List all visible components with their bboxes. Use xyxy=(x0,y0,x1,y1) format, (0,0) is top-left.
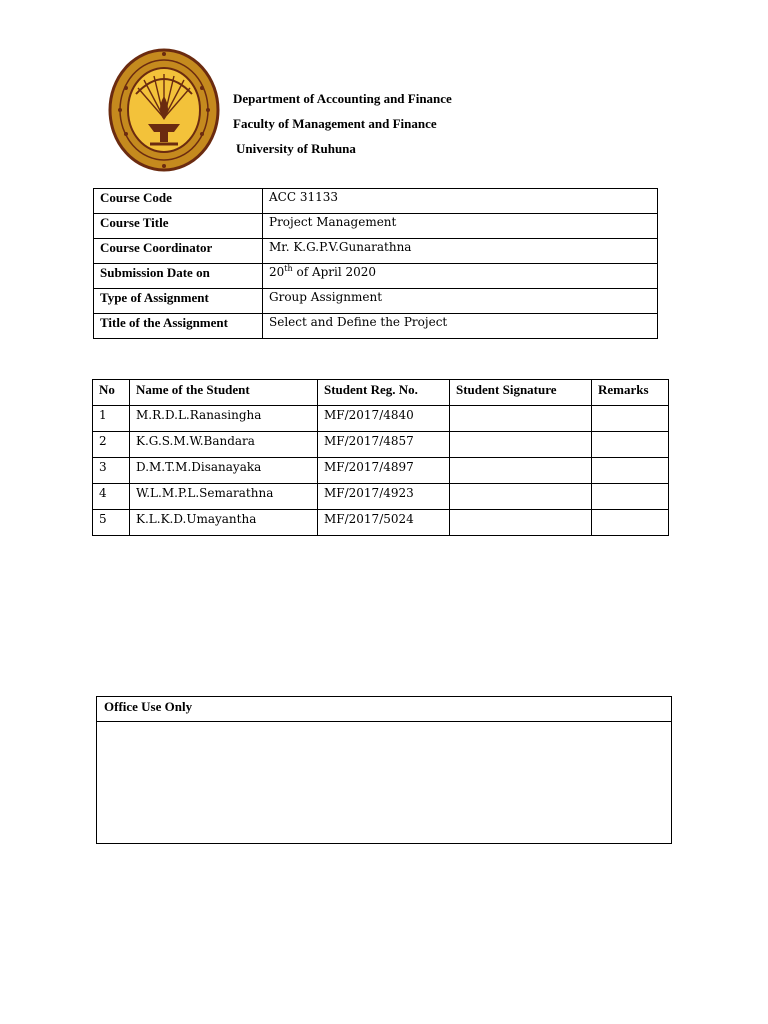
table-row xyxy=(94,314,658,339)
student-no: 2 xyxy=(93,432,130,458)
course-code-label: Course Code xyxy=(94,189,263,214)
course-coordinator-value: Mr. K.G.P.V.Gunarathna xyxy=(263,239,658,264)
course-coordinator-label: Course Coordinator xyxy=(94,239,263,264)
student-reg-no: MF/2017/5024 xyxy=(318,510,450,536)
department-name: Department of Accounting and Finance xyxy=(233,91,452,106)
header-name: Name of the Student xyxy=(130,380,318,406)
table-row xyxy=(93,458,669,484)
office-use-title: Office Use Only xyxy=(97,697,671,722)
table-row xyxy=(94,239,658,264)
student-no: 4 xyxy=(93,484,130,510)
student-no: 3 xyxy=(93,458,130,484)
course-info-table xyxy=(93,188,658,339)
student-no: 5 xyxy=(93,510,130,536)
table-row xyxy=(93,510,669,536)
submission-day-suffix: th xyxy=(284,264,293,273)
course-title-label: Course Title xyxy=(94,214,263,239)
university-name: University of Ruhuna xyxy=(236,141,356,156)
student-reg-no: MF/2017/4923 xyxy=(318,484,450,510)
faculty-name: Faculty of Management and Finance xyxy=(233,116,437,131)
student-signature-cell xyxy=(450,510,592,536)
university-crest-icon xyxy=(108,48,220,172)
submission-date-value xyxy=(263,264,658,289)
header-remarks: Remarks xyxy=(592,380,669,406)
student-name: M.R.D.L.Ranasingha xyxy=(130,406,318,432)
student-remarks-cell xyxy=(592,432,669,458)
student-name: K.L.K.D.Umayantha xyxy=(130,510,318,536)
assignment-type-value: Group Assignment xyxy=(263,289,658,314)
student-remarks-cell xyxy=(592,484,669,510)
submission-month-year: of April 2020 xyxy=(292,265,377,279)
table-row xyxy=(93,484,669,510)
assignment-title-value: Select and Define the Project xyxy=(263,314,658,339)
student-signature-cell xyxy=(450,432,592,458)
course-title-value: Project Management xyxy=(263,214,658,239)
office-use-box xyxy=(96,696,672,844)
table-row xyxy=(93,406,669,432)
student-reg-no: MF/2017/4857 xyxy=(318,432,450,458)
header-reg-no: Student Reg. No. xyxy=(318,380,450,406)
student-table xyxy=(92,379,669,536)
student-name: D.M.T.M.Disanayaka xyxy=(130,458,318,484)
assignment-title-label: Title of the Assignment xyxy=(94,314,263,339)
table-row xyxy=(94,289,658,314)
table-header-row xyxy=(93,380,669,406)
student-signature-cell xyxy=(450,458,592,484)
student-reg-no: MF/2017/4897 xyxy=(318,458,450,484)
header-block xyxy=(233,86,452,161)
table-row xyxy=(93,432,669,458)
header-no: No xyxy=(93,380,130,406)
table-row xyxy=(94,264,658,289)
table-row xyxy=(94,189,658,214)
course-code-value: ACC 31133 xyxy=(263,189,658,214)
submission-day: 20 xyxy=(269,265,285,279)
student-remarks-cell xyxy=(592,458,669,484)
student-reg-no: MF/2017/4840 xyxy=(318,406,450,432)
student-no: 1 xyxy=(93,406,130,432)
table-row xyxy=(94,214,658,239)
student-signature-cell xyxy=(450,406,592,432)
student-remarks-cell xyxy=(592,406,669,432)
student-signature-cell xyxy=(450,484,592,510)
student-name: W.L.M.P.L.Semarathna xyxy=(130,484,318,510)
student-name: K.G.S.M.W.Bandara xyxy=(130,432,318,458)
submission-date-label: Submission Date on xyxy=(94,264,263,289)
student-remarks-cell xyxy=(592,510,669,536)
header-signature: Student Signature xyxy=(450,380,592,406)
assignment-type-label: Type of Assignment xyxy=(94,289,263,314)
